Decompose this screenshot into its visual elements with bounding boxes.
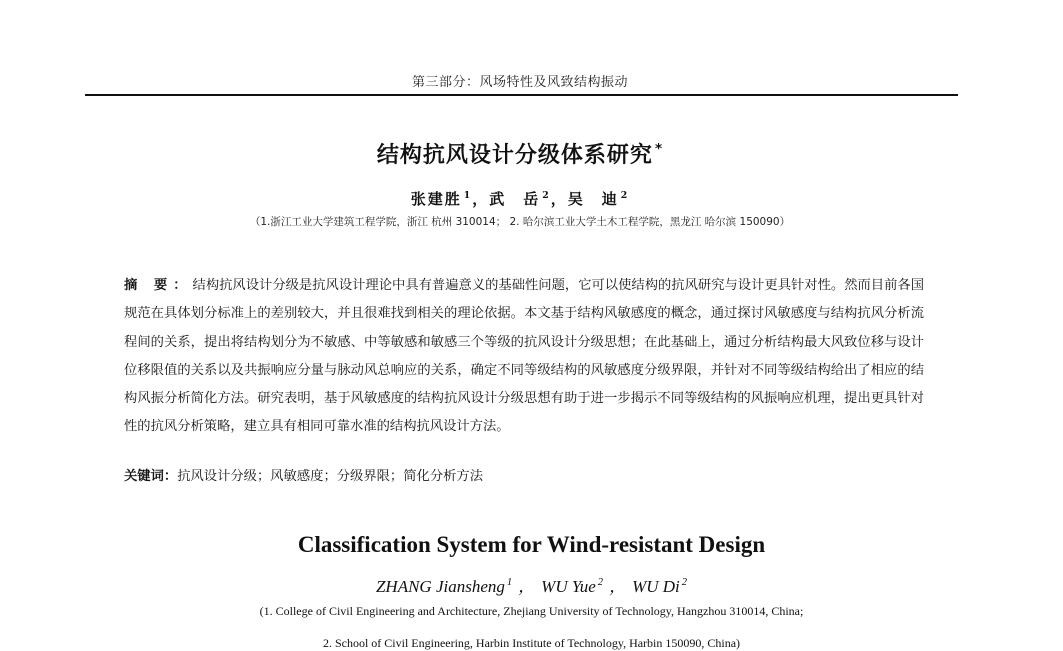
authors-en [0,572,1063,597]
title-footnote-mark: * [654,141,664,158]
author-zh-2: 武 岳 [489,190,541,208]
paper-title-en: Classification System for Wind-resistant Design [297,532,766,557]
affiliation-en-2: 2. School of Civil Engineering, Harbin Institute of Technology, Harbin 150090, China) [322,636,741,650]
author-en-1: ZHANG Jiansheng [375,577,505,596]
abstract-text: 结构抗风设计分级是抗风设计理论中具有普遍意义的基础性问题，它可以使结构的抗风研究与设计更具针对性。然而目前各国规范在具体划分标准上的差别较大，并且很难找到相关的理论依据。本文基于结构风敏感度的概念，通过探讨风敏感度与结构抗风分析流程间的关系，提出将结构划分为不敏感、中等敏感和敏感三个等级的抗风设计分级思想；在此基础上，通过分析结构最大风致位移与设计位移限值的关系以及共振响应分量与脉动风总响应的关系，确定不同等级结构的风敏感度分级界限，并针对不同等级结构给出了相应的结构风振分析简化方法。研究表明，基于风敏感度的结构抗风设计分级思想有助于进一步揭示不同等级结构的风振响应机理，提出更具针对性的抗风分析策略，建立具有相同可靠水准的结构抗风设计方法。 [124,278,924,435]
authors-zh [0,188,1040,209]
author-zh-1-affil: 1 [463,189,473,201]
author-en-2-affil: 2 [597,577,604,589]
affiliation-en-1: (1. College of Civil Engineering and Architecture, Zhejiang University of Technology, Hangzhou 310014, China; [259,604,804,618]
header-rule [85,94,958,96]
keywords [124,465,924,484]
affiliation-zh: （1.浙江工业大学建筑工程学院，浙江 杭州 310014； 2. 哈尔滨工业大学土木工程学院，黑龙江 哈尔滨 150090） [249,216,791,228]
keywords-text: 抗风设计分级；风敏感度；分级界限；简化分析方法 [177,469,484,484]
author-zh-3: 吴 迪 [567,190,619,208]
abstract-label: 摘 要： [124,278,193,293]
author-en-1-affil: 1 [506,577,513,589]
author-separator: ， [472,190,490,208]
author-en-2: WU Yue [541,577,596,596]
author-separator: ， [550,190,568,208]
paper-title-zh-text: 结构抗风设计分级体系研究 [376,143,653,168]
running-header: 第三部分：风场特性及风致结构振动 [411,75,628,90]
paper-title-zh [0,138,1040,169]
author-zh-1: 张建胜 [410,190,462,208]
author-separator-en: ， [518,577,536,596]
author-zh-2-affil: 2 [542,189,551,201]
author-separator-en: ， [609,577,627,596]
keywords-label: 关键词： [124,469,178,484]
abstract [124,272,924,442]
author-en-3: WU Di [632,577,680,596]
author-zh-3-affil: 2 [620,189,630,201]
author-en-3-affil: 2 [681,577,688,589]
